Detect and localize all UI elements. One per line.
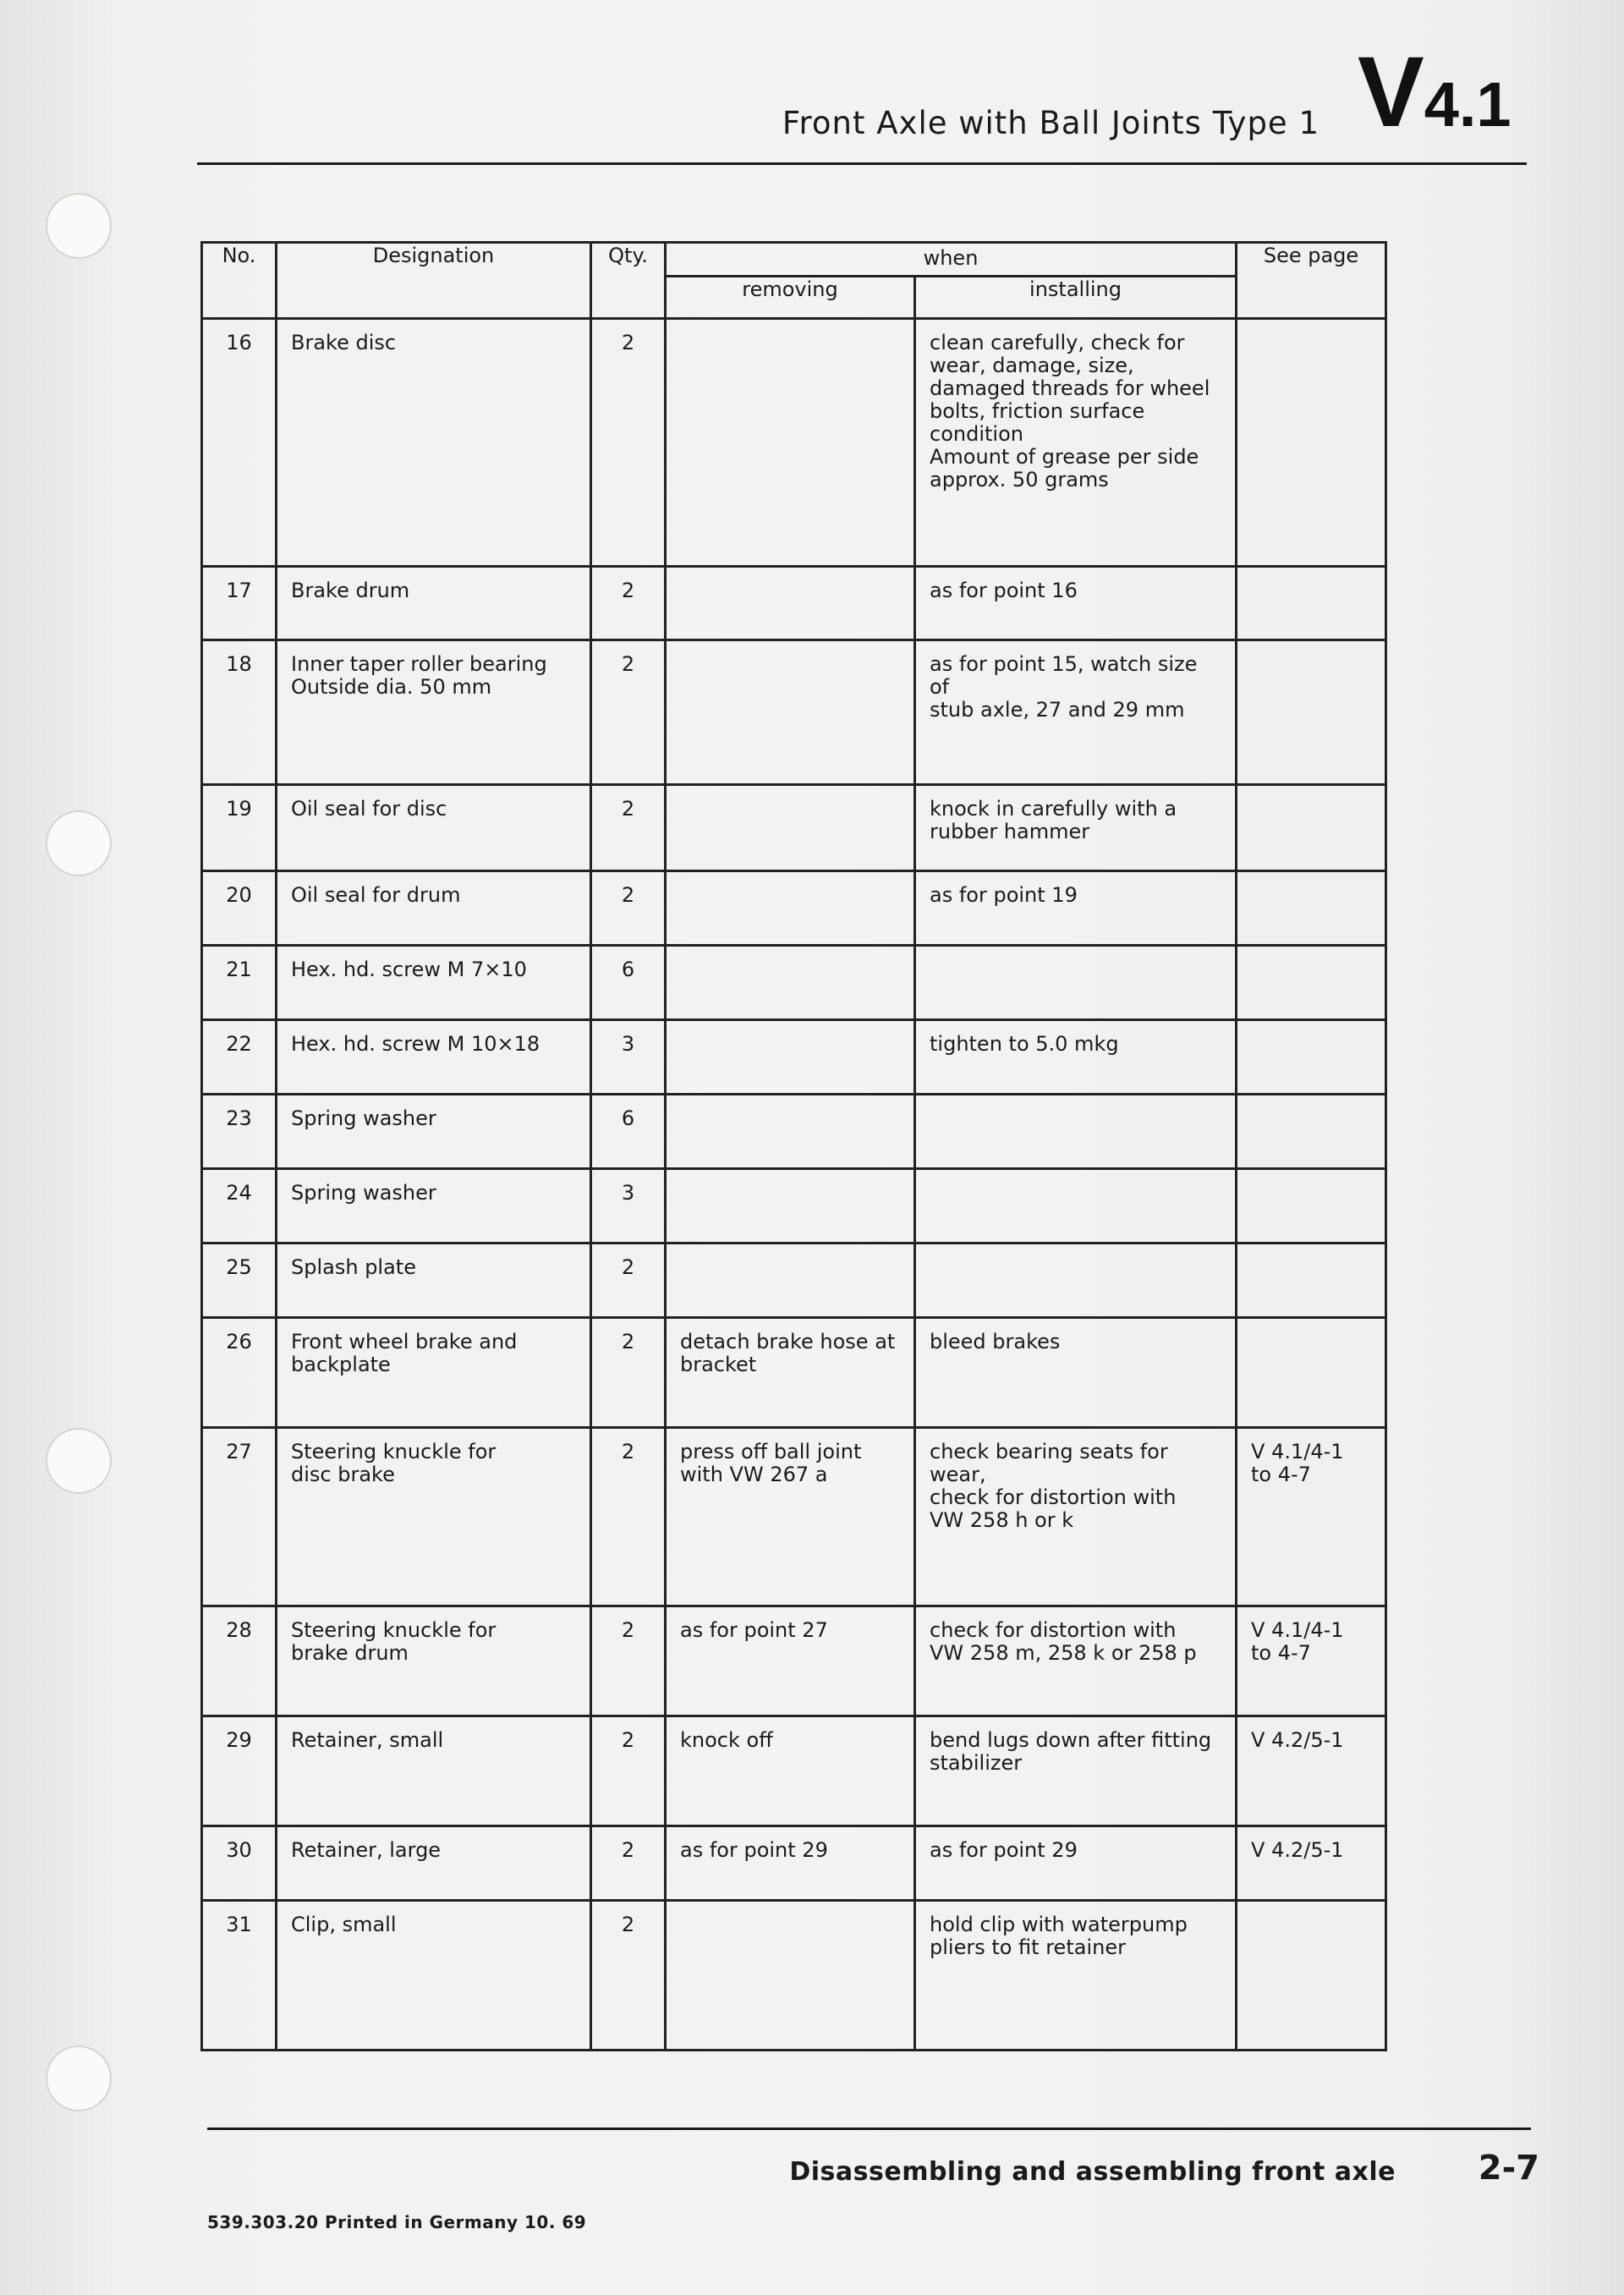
cell-qty: 2 — [591, 1428, 666, 1606]
parts-table — [200, 241, 1387, 2051]
cell-installing: bleed brakes — [915, 1318, 1237, 1428]
table-row — [202, 1716, 1386, 1826]
table-row — [202, 1606, 1386, 1716]
cell-see-page — [1237, 640, 1386, 785]
cell-qty: 2 — [591, 1318, 666, 1428]
cell-removing: as for point 29 — [666, 1826, 915, 1901]
cell-installing — [915, 1095, 1237, 1169]
table-body — [202, 319, 1386, 2051]
cell-removing — [666, 871, 915, 946]
header-rule — [197, 162, 1527, 165]
cell-removing — [666, 1020, 915, 1095]
cell-designation: Inner taper roller bearing Outside dia. 50 mm — [277, 640, 591, 785]
page-title: Front Axle with Ball Joints Type 1 — [782, 105, 1320, 141]
table-row — [202, 1020, 1386, 1095]
cell-see-page — [1237, 1244, 1386, 1318]
cell-installing — [915, 1244, 1237, 1318]
cell-see-page — [1237, 1169, 1386, 1244]
cell-installing — [915, 1169, 1237, 1244]
cell-removing: detach brake hose at bracket — [666, 1318, 915, 1428]
punch-hole — [46, 810, 112, 876]
cell-installing: as for point 15, watch size of stub axle, 27 and 29 mm — [915, 640, 1237, 785]
punch-hole — [46, 193, 112, 259]
cell-see-page: V 4.2/5-1 — [1237, 1716, 1386, 1826]
cell-designation: Front wheel brake and backplate — [277, 1318, 591, 1428]
table-row — [202, 1318, 1386, 1428]
table-row — [202, 1095, 1386, 1169]
cell-qty: 2 — [591, 1606, 666, 1716]
cell-no: 30 — [202, 1826, 277, 1901]
cell-designation: Brake drum — [277, 567, 591, 640]
cell-designation: Retainer, large — [277, 1826, 591, 1901]
cell-see-page — [1237, 1020, 1386, 1095]
table-row — [202, 567, 1386, 640]
cell-no: 16 — [202, 319, 277, 567]
print-info: 539.303.20 Printed in Germany 10. 69 — [207, 2212, 587, 2232]
cell-designation: Clip, small — [277, 1901, 591, 2051]
cell-designation: Spring washer — [277, 1095, 591, 1169]
cell-removing: as for point 27 — [666, 1606, 915, 1716]
table-row — [202, 946, 1386, 1020]
table-row — [202, 640, 1386, 785]
cell-see-page — [1237, 1095, 1386, 1169]
cell-removing — [666, 567, 915, 640]
cell-installing: bend lugs down after fitting stabilizer — [915, 1716, 1237, 1826]
cell-installing: as for point 19 — [915, 871, 1237, 946]
cell-removing — [666, 1244, 915, 1318]
cell-removing — [666, 1095, 915, 1169]
cell-designation: Spring washer — [277, 1169, 591, 1244]
cell-see-page — [1237, 1318, 1386, 1428]
cell-see-page — [1237, 785, 1386, 871]
header-installing: installing — [915, 277, 1237, 319]
cell-designation: Hex. hd. screw M 7×10 — [277, 946, 591, 1020]
cell-installing — [915, 946, 1237, 1020]
cell-installing: clean carefully, check for wear, damage, size, damaged threads for wheel bolts, friction surface condition Amount of grease per side approx. 50 grams — [915, 319, 1237, 567]
cell-installing: hold clip with waterpump pliers to fit retainer — [915, 1901, 1237, 2051]
cell-removing: knock off — [666, 1716, 915, 1826]
cell-qty: 3 — [591, 1169, 666, 1244]
table-row — [202, 1826, 1386, 1901]
cell-qty: 2 — [591, 1244, 666, 1318]
cell-designation: Hex. hd. screw M 10×18 — [277, 1020, 591, 1095]
cell-removing — [666, 1169, 915, 1244]
cell-designation: Steering knuckle for disc brake — [277, 1428, 591, 1606]
cell-installing: check bearing seats for wear, check for distortion with VW 258 h or k — [915, 1428, 1237, 1606]
cell-installing: check for distortion with VW 258 m, 258 k or 258 p — [915, 1606, 1237, 1716]
cell-removing — [666, 1901, 915, 2051]
cell-designation: Brake disc — [277, 319, 591, 567]
cell-designation: Retainer, small — [277, 1716, 591, 1826]
cell-no: 23 — [202, 1095, 277, 1169]
cell-qty: 2 — [591, 785, 666, 871]
cell-qty: 2 — [591, 871, 666, 946]
cell-no: 26 — [202, 1318, 277, 1428]
cell-designation: Oil seal for drum — [277, 871, 591, 946]
cell-see-page: V 4.1/4-1 to 4-7 — [1237, 1428, 1386, 1606]
cell-see-page — [1237, 946, 1386, 1020]
table-row — [202, 785, 1386, 871]
cell-qty: 2 — [591, 1716, 666, 1826]
cell-designation: Splash plate — [277, 1244, 591, 1318]
cell-installing: tighten to 5.0 mkg — [915, 1020, 1237, 1095]
cell-no: 22 — [202, 1020, 277, 1095]
cell-removing — [666, 785, 915, 871]
cell-see-page — [1237, 567, 1386, 640]
cell-see-page — [1237, 871, 1386, 946]
cell-qty: 2 — [591, 1826, 666, 1901]
cell-no: 20 — [202, 871, 277, 946]
cell-see-page: V 4.1/4-1 to 4-7 — [1237, 1606, 1386, 1716]
cell-no: 27 — [202, 1428, 277, 1606]
cell-installing: knock in carefully with a rubber hammer — [915, 785, 1237, 871]
header-qty: Qty. — [591, 243, 666, 319]
cell-qty: 3 — [591, 1020, 666, 1095]
cell-no: 31 — [202, 1901, 277, 2051]
footer-section-title: Disassembling and assembling front axle — [789, 2157, 1396, 2187]
header-no: No. — [202, 243, 277, 319]
cell-removing: press off ball joint with VW 267 a — [666, 1428, 915, 1606]
cell-installing: as for point 16 — [915, 567, 1237, 640]
cell-no: 19 — [202, 785, 277, 871]
cell-qty: 2 — [591, 567, 666, 640]
cell-no: 18 — [202, 640, 277, 785]
header-see-page: See page — [1237, 243, 1386, 319]
cell-no: 29 — [202, 1716, 277, 1826]
section-letter: V — [1358, 36, 1424, 148]
cell-removing — [666, 946, 915, 1020]
header-designation: Designation — [277, 243, 591, 319]
cell-see-page — [1237, 319, 1386, 567]
table-row — [202, 1428, 1386, 1606]
cell-no: 17 — [202, 567, 277, 640]
cell-no: 24 — [202, 1169, 277, 1244]
table-row — [202, 1169, 1386, 1244]
cell-qty: 2 — [591, 1901, 666, 2051]
page-number: 2-7 — [1478, 2149, 1539, 2188]
table-row — [202, 1244, 1386, 1318]
cell-see-page — [1237, 1901, 1386, 2051]
cell-installing: as for point 29 — [915, 1826, 1237, 1901]
cell-no: 25 — [202, 1244, 277, 1318]
cell-designation: Steering knuckle for brake drum — [277, 1606, 591, 1716]
cell-no: 28 — [202, 1606, 277, 1716]
table-row — [202, 871, 1386, 946]
table-row — [202, 319, 1386, 567]
cell-removing — [666, 640, 915, 785]
punch-hole — [46, 1428, 112, 1494]
footer-rule — [207, 2128, 1531, 2130]
cell-designation: Oil seal for disc — [277, 785, 591, 871]
cell-qty: 2 — [591, 319, 666, 567]
punch-hole — [46, 2045, 112, 2111]
cell-see-page: V 4.2/5-1 — [1237, 1826, 1386, 1901]
cell-qty: 2 — [591, 640, 666, 785]
section-number: 4.1 — [1424, 69, 1512, 140]
table-row — [202, 1901, 1386, 2051]
cell-removing — [666, 319, 915, 567]
header-when: when — [666, 243, 1237, 277]
header-removing: removing — [666, 277, 915, 319]
section-code — [1358, 36, 1527, 148]
cell-qty: 6 — [591, 1095, 666, 1169]
cell-qty: 6 — [591, 946, 666, 1020]
cell-no: 21 — [202, 946, 277, 1020]
